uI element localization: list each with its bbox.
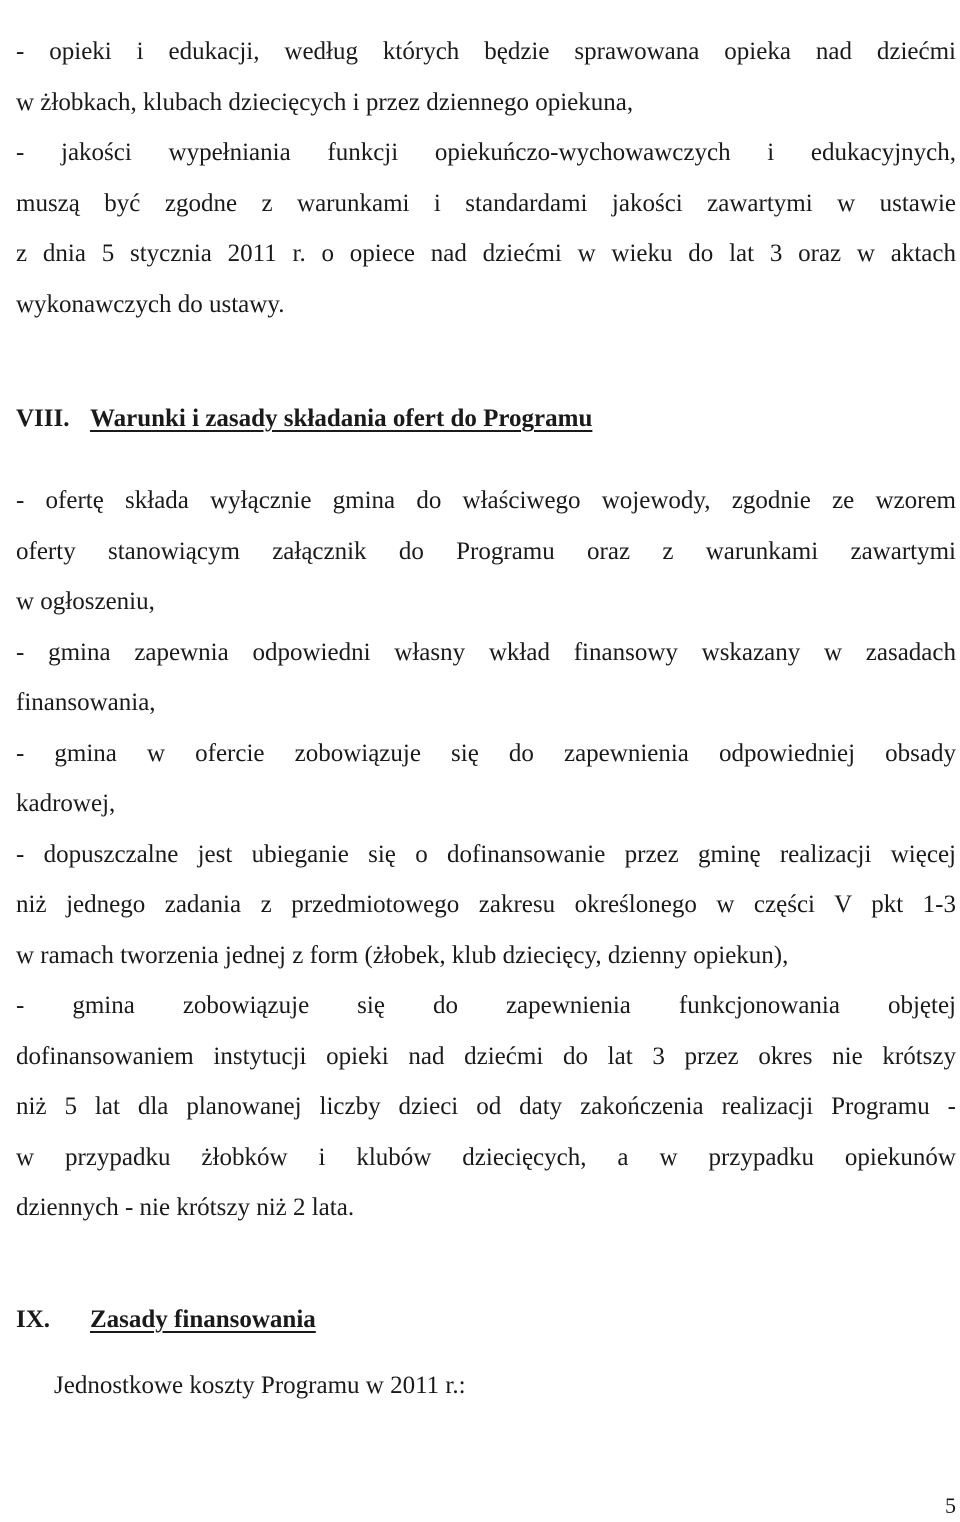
- text-line: - jakości wypełniania funkcji opiekuńczo-wychowawczych i edukacyjnych,: [16, 139, 956, 166]
- section-title: Warunki i zasady składania ofert do Programu: [90, 405, 593, 432]
- intro-paragraph: [16, 27, 956, 330]
- text-line: w ogłoszeniu,: [16, 588, 155, 615]
- text-line: dofinansowaniem instytucji opieki nad dziećmi do lat 3 przez okres nie krótszy: [16, 1042, 956, 1070]
- section-heading-viii: [16, 404, 916, 434]
- text-line: - dopuszczalne jest ubieganie się o dofinansowanie przez gminę realizacji więcej: [16, 840, 956, 868]
- text-line: wykonawczych do ustawy.: [16, 290, 285, 318]
- page-number: 5: [945, 1493, 956, 1518]
- text-line: - gmina zobowiązuje się do zapewnienia funkcjonowania objętej: [16, 992, 956, 1019]
- section-heading-ix: [16, 1305, 616, 1335]
- text-line: muszą być zgodne z warunkami i standardami jakości zawartymi w ustawie: [16, 189, 956, 217]
- text-line: - ofertę składa wyłącznie gmina do właściwego wojewody, zgodnie ze wzorem: [16, 487, 956, 514]
- text-line: kadrowej,: [16, 790, 116, 817]
- text-line: - opieki i edukacji, według których będzie sprawowana opieka nad dziećmi: [16, 38, 956, 65]
- text-line: - gmina w ofercie zobowiązuje się do zapewnienia odpowiedniej obsady: [16, 739, 956, 767]
- section-number: VIII.: [16, 405, 70, 432]
- text-line: oferty stanowiącym załącznik do Programu oraz z warunkami zawartymi: [16, 537, 956, 565]
- text-line: z dnia 5 stycznia 2011 r. o opiece nad dziećmi w wieku do lat 3 oraz w aktach: [16, 240, 956, 267]
- text-line: w ramach tworzenia jednej z form (żłobek, klub dziecięcy, dzienny opiekun),: [16, 941, 789, 969]
- section-viii-body: [16, 476, 956, 1234]
- text-line: finansowania,: [16, 689, 156, 716]
- text-line: - gmina zapewnia odpowiedni własny wkład finansowy wskazany w zasadach: [16, 638, 956, 666]
- text-line: dziennych - nie krótszy niż 2 lata.: [16, 1194, 355, 1221]
- text-line: w żłobkach, klubach dziecięcych i przez dziennego opiekuna,: [16, 88, 634, 116]
- text-line: niż 5 lat dla planowanej liczby dzieci od daty zakończenia realizacji Programu -: [16, 1093, 956, 1120]
- text-line: niż jednego zadania z przedmiotowego zakresu określonego w części V pkt 1-3: [16, 891, 956, 918]
- section-title: Zasady finansowania: [90, 1306, 316, 1333]
- text-line: w przypadku żłobków i klubów dziecięcych, a w przypadku opiekunów: [16, 1143, 956, 1171]
- section-subtitle: Jednostkowe koszty Programu w 2011 r.:: [54, 1372, 466, 1399]
- section-number: IX.: [16, 1306, 51, 1333]
